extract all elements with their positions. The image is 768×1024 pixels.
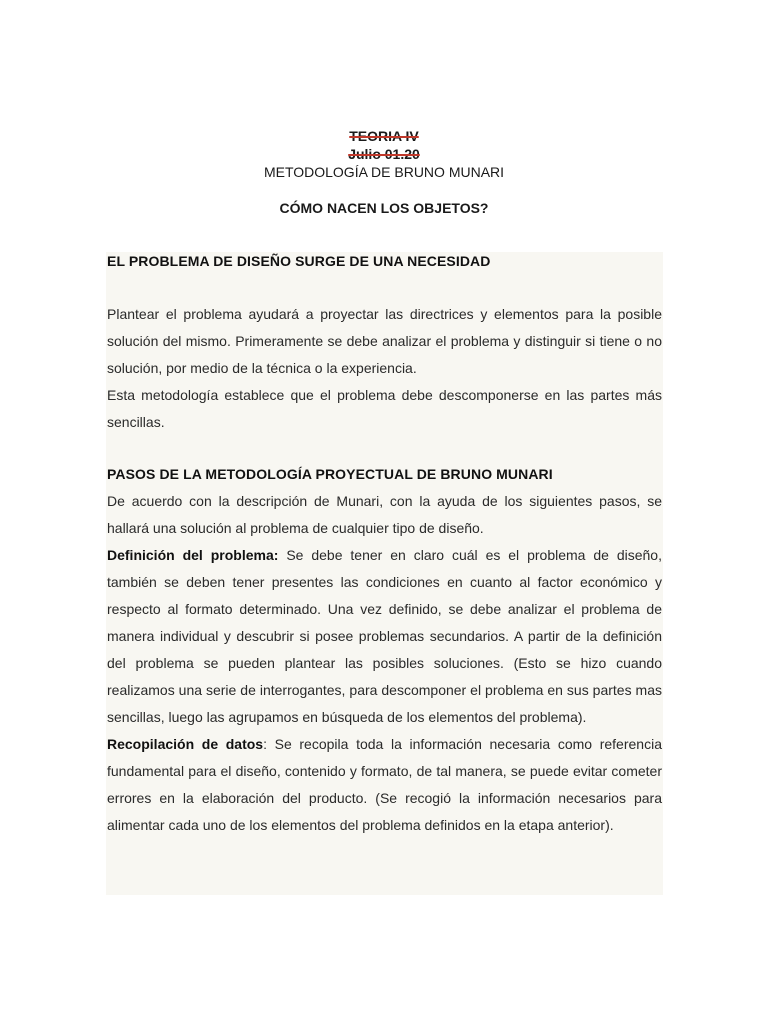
section1-paragraph-1: Plantear el problema ayudará a proyectar las directrices y elementos para la posible solución del mismo. Primeramente se debe analizar el problema y distinguir si tiene o no solución, por medio de la técnica o la experiencia. <box>107 306 662 376</box>
step-definicion-term: Definición del problema: <box>107 547 279 563</box>
step-recopilacion-text: : Se recopila toda la información necesaria como referencia fundamental para el diseño, contenido y formato, de tal manera, se puede evitar cometer errores en la elaboración del producto. (Se recogió la información necesarios para alimentar cada uno de los elementos del problema definidos en la etapa anterior). <box>107 736 662 833</box>
section2-intro: De acuerdo con la descripción de Munari, con la ayuda de los siguientes pasos, se hallará una solución al problema de cualquier tipo de diseño. <box>107 493 662 536</box>
section1-body <box>107 301 662 436</box>
pregunta-title: CÓMO NACEN LOS OBJETOS? <box>279 200 489 216</box>
step-recopilacion-term: Recopilación de datos <box>107 736 264 752</box>
doc-header-fecha <box>0 146 768 162</box>
fecha-label: Julio 01.20 <box>348 146 420 162</box>
doc-header-teoria <box>0 128 768 144</box>
doc-title <box>0 164 768 180</box>
step-recopilacion <box>107 731 662 839</box>
section1-heading: EL PROBLEMA DE DISEÑO SURGE DE UNA NECESIDAD <box>107 253 491 269</box>
step-definicion <box>107 542 662 731</box>
section2-body <box>107 488 662 839</box>
section2-heading: PASOS DE LA METODOLOGÍA PROYECTUAL DE BRUNO MUNARI <box>107 466 553 482</box>
metodologia-title: METODOLOGÍA DE BRUNO MUNARI <box>263 164 505 180</box>
teoria-label: TEORIA IV <box>349 128 419 144</box>
step-definicion-text: Se debe tener en claro cuál es el problema de diseño, también se deben tener presentes las condiciones en cuanto al factor económico y respecto al formato determinado. Una vez definido, se debe analizar el problema de manera individual y descubrir si posee problemas secundarios. A partir de la definición del problema se pueden plantear las posibles soluciones. (Esto se hizo cuando realizamos una serie de interrogantes, para descomponer el problema en sus partes mas sencillas, luego las agrupamos en búsqueda de los elementos del problema). <box>107 547 662 725</box>
doc-subtitle <box>0 200 768 216</box>
section1-paragraph-2: Esta metodología establece que el problema debe descomponerse en las partes más sencillas. <box>107 387 662 430</box>
